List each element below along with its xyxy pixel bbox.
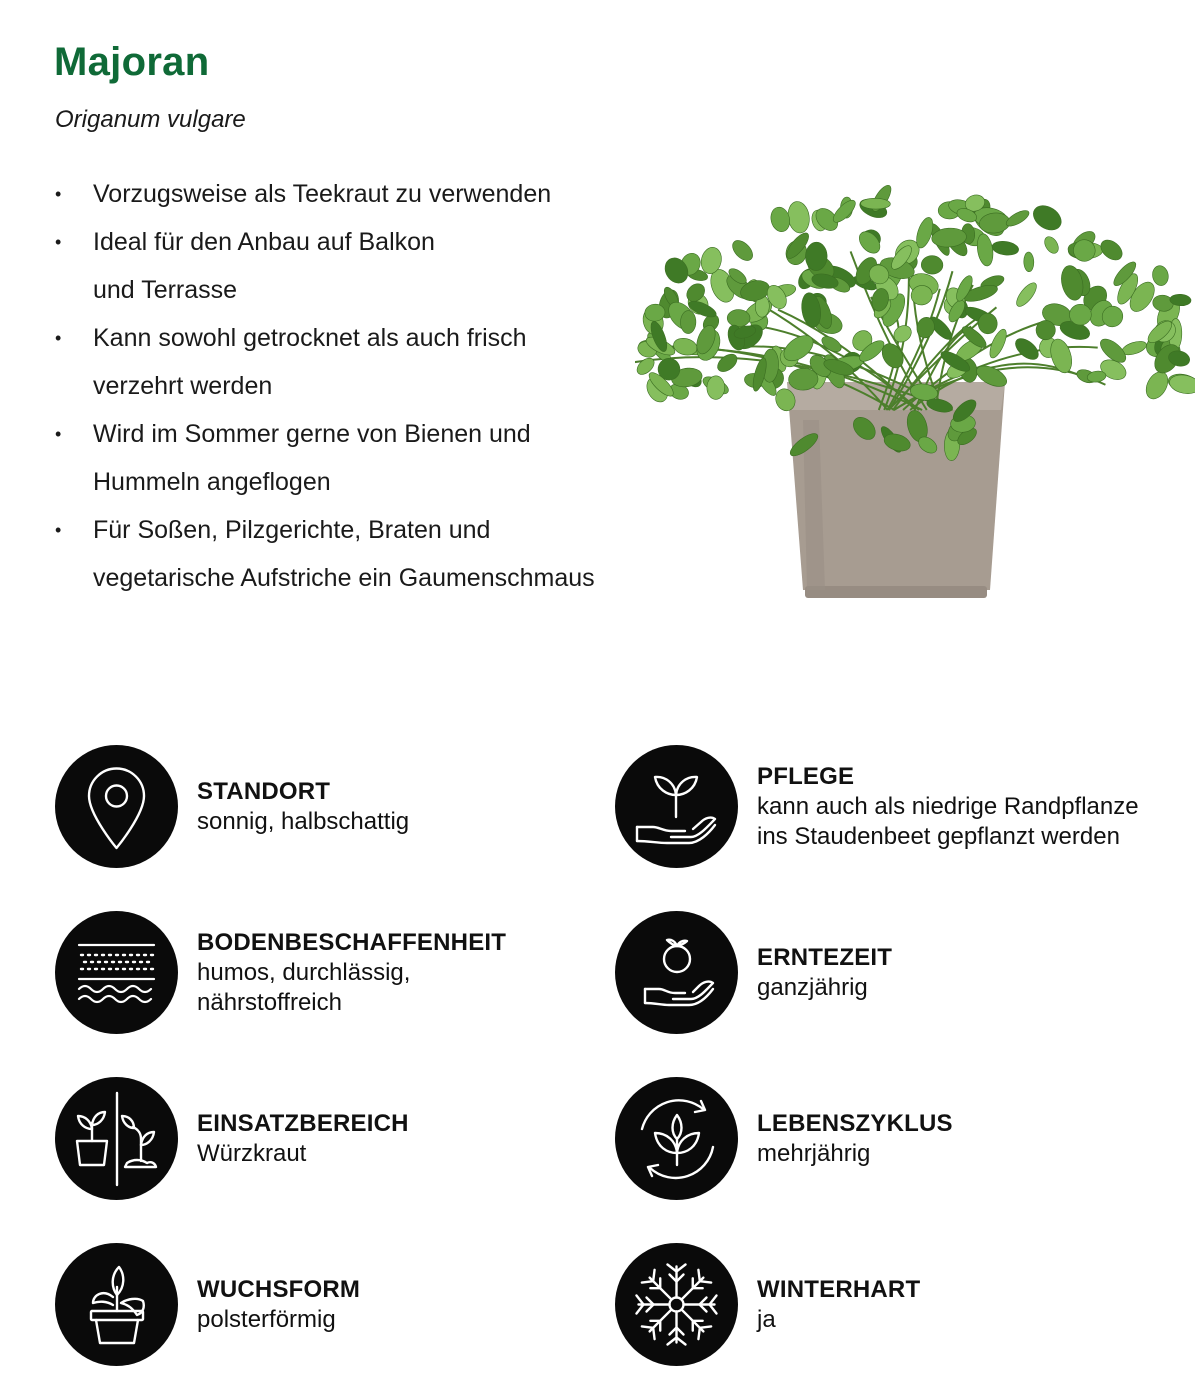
leaf <box>921 255 944 275</box>
bullet-line: verzehrt werden <box>93 372 273 400</box>
bullet-line: • Für Soßen, Pilzgerichte, Braten und <box>93 516 491 544</box>
bullet-line: Hummeln angeflogen <box>93 468 331 496</box>
leaf <box>805 242 827 271</box>
feature-winterhart <box>615 1243 1175 1367</box>
location-pin-icon <box>55 745 178 868</box>
feature-value: sonnig, halbschattig <box>197 808 410 835</box>
feature-label: WUCHSFORM <box>197 1276 361 1303</box>
soil-layers-icon <box>55 911 178 1034</box>
pot-and-ground-plant-icon <box>55 1077 178 1200</box>
feature-standort <box>55 745 615 869</box>
leaf <box>1023 252 1034 272</box>
feature-value: kann auch als niedrige Randpflanze <box>757 793 1139 820</box>
feature-value-line2: ins Staudenbeet gepflanzt werden <box>757 823 1120 850</box>
feature-value: ja <box>757 1306 776 1333</box>
leaf <box>680 310 696 333</box>
feature-value: ganzjährig <box>757 974 868 1001</box>
feature-erntezeit <box>615 911 1175 1035</box>
feature-bodenbeschaffenheit <box>55 911 615 1035</box>
leaf <box>1097 236 1126 264</box>
hand-seedling-icon <box>615 745 738 868</box>
leaf <box>1069 304 1092 326</box>
feature-bullet-list <box>55 170 635 602</box>
feature-lebenszyklus <box>615 1077 1175 1201</box>
hand-fruit-icon <box>615 911 738 1034</box>
product-title: Majoran <box>54 40 210 84</box>
feature-label: EINSATZBEREICH <box>197 1110 409 1137</box>
bullet-item <box>55 410 635 506</box>
leaf <box>714 351 740 375</box>
bullet-line: • Ideal für den Anbau auf Balkon <box>93 228 435 256</box>
leaf <box>891 322 915 345</box>
leaf <box>1070 236 1099 265</box>
leaf <box>861 198 891 209</box>
bullet-line: • Wird im Sommer gerne von Bienen und <box>93 420 531 448</box>
leaf <box>1013 280 1040 310</box>
leaf <box>1151 264 1170 287</box>
feature-text <box>757 1243 1177 1367</box>
feature-pflege <box>615 745 1175 869</box>
leaf <box>727 309 750 326</box>
feature-value: mehrjährig <box>757 1140 871 1167</box>
leaf-cluster <box>635 183 1195 462</box>
feature-text <box>197 1077 617 1201</box>
feature-label: STANDORT <box>197 778 331 805</box>
feature-label: BODENBESCHAFFENHEIT <box>197 929 507 956</box>
product-image <box>635 120 1195 610</box>
feature-text <box>197 1243 617 1367</box>
leaf <box>819 333 844 354</box>
feature-text <box>197 911 617 1035</box>
feature-value-line2: nährstoffreich <box>197 989 342 1016</box>
leaf <box>707 376 725 400</box>
feature-text <box>757 1077 1177 1201</box>
leaf <box>1029 201 1066 235</box>
feature-label: WINTERHART <box>757 1276 921 1303</box>
feature-value: humos, durchlässig, <box>197 959 411 986</box>
feature-label: PFLEGE <box>757 763 855 790</box>
leaf <box>786 200 812 234</box>
bullet-item <box>55 314 635 410</box>
leaf <box>729 237 756 264</box>
feature-value: Würzkraut <box>197 1140 307 1167</box>
feature-label: ERNTEZEIT <box>757 944 893 971</box>
feature-einsatzbereich <box>55 1077 615 1201</box>
feature-text <box>757 911 1177 1035</box>
bullet-item <box>55 506 635 602</box>
feature-text <box>757 745 1177 869</box>
leaf <box>1042 234 1061 256</box>
bullet-line: • Vorzugsweise als Teekraut zu verwenden <box>93 180 552 208</box>
botanical-name: Origanum vulgare <box>55 106 246 133</box>
bullet-line: vegetarische Aufstriche ein Gaumenschmaus <box>93 564 595 592</box>
feature-label: LEBENSZYKLUS <box>757 1110 953 1137</box>
feature-value: polsterförmig <box>197 1306 336 1333</box>
bullet-item <box>55 218 635 314</box>
leaf <box>1012 335 1042 364</box>
leaf <box>1058 263 1086 302</box>
leaf <box>991 240 1019 257</box>
leaf <box>1142 368 1172 403</box>
feature-text <box>197 745 617 869</box>
feature-grid <box>55 745 1195 1365</box>
bullet-line: und Terrasse <box>93 276 238 304</box>
feature-wuchsform <box>55 1243 615 1367</box>
bullet-line: • Kann sowohl getrocknet als auch frisch <box>93 324 527 352</box>
cycle-plant-icon <box>615 1077 738 1200</box>
potted-marjoram-illustration <box>635 120 1195 610</box>
potted-plant-icon <box>55 1243 178 1366</box>
snowflake-icon <box>615 1243 738 1366</box>
bullet-item <box>55 170 635 218</box>
pot-base <box>805 586 987 598</box>
